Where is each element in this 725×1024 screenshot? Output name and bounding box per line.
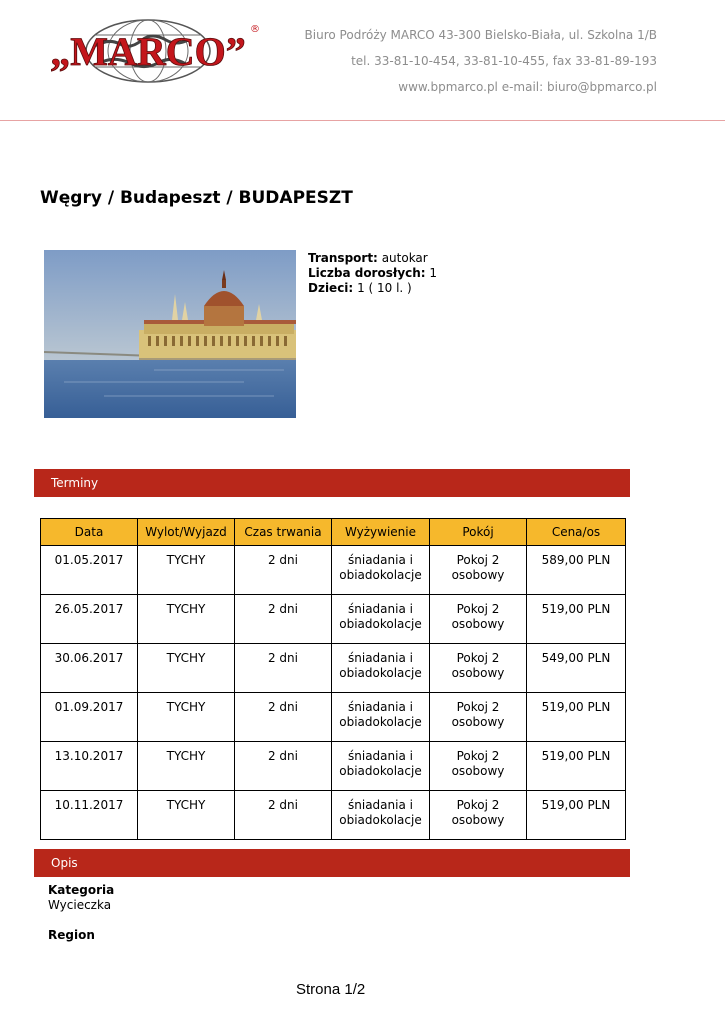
room-cell: Pokoj 2 osobowy — [430, 742, 527, 791]
meals-cell: śniadania i obiadokolacje — [332, 595, 430, 644]
column-header-room: Pokój — [430, 519, 527, 546]
phone-line: tel. 33-81-10-454, 33-81-10-455, fax 33-81-89-193 — [351, 54, 657, 68]
duration-cell: 2 dni — [235, 595, 332, 644]
column-header-duration: Czas trwania — [235, 519, 332, 546]
room-cell: Pokoj 2 osobowy — [430, 693, 527, 742]
departure-cell: TYCHY — [138, 546, 235, 595]
departure-cell: TYCHY — [138, 644, 235, 693]
header-divider — [0, 120, 725, 121]
transport-label: Transport: — [308, 251, 378, 265]
page-number: Strona 1/2 — [296, 981, 366, 998]
meals-cell: śniadania i obiadokolacje — [332, 791, 430, 840]
price-cell: 549,00 PLN — [527, 644, 626, 693]
duration-cell: 2 dni — [235, 742, 332, 791]
price-cell: 519,00 PLN — [527, 693, 626, 742]
children-row — [308, 281, 437, 296]
date-cell: 01.05.2017 — [41, 546, 138, 595]
price-cell: 519,00 PLN — [527, 595, 626, 644]
dates-table — [40, 518, 626, 840]
table-header-row — [41, 519, 626, 546]
duration-cell: 2 dni — [235, 546, 332, 595]
children-label: Dzieci: — [308, 281, 354, 295]
terminy-section-header: Terminy — [34, 469, 630, 497]
room-cell: Pokoj 2 osobowy — [430, 546, 527, 595]
price-cell: 589,00 PLN — [527, 546, 626, 595]
adults-row — [308, 266, 437, 281]
marco-logo — [36, 16, 262, 86]
contact-info — [305, 27, 657, 105]
duration-cell: 2 dni — [235, 791, 332, 840]
departure-cell: TYCHY — [138, 693, 235, 742]
spacer — [48, 913, 114, 928]
date-cell: 30.06.2017 — [41, 644, 138, 693]
date-cell: 01.09.2017 — [41, 693, 138, 742]
column-header-price: Cena/os — [527, 519, 626, 546]
table-row — [41, 742, 626, 791]
table-row — [41, 693, 626, 742]
logo-text: „MARCO” — [50, 29, 246, 74]
date-cell: 13.10.2017 — [41, 742, 138, 791]
table-row — [41, 644, 626, 693]
meals-cell: śniadania i obiadokolacje — [332, 644, 430, 693]
region-label: Region — [48, 928, 95, 942]
column-header-departure: Wylot/Wyjazd — [138, 519, 235, 546]
table-row — [41, 791, 626, 840]
table-row — [41, 546, 626, 595]
meals-cell: śniadania i obiadokolacje — [332, 693, 430, 742]
room-cell: Pokoj 2 osobowy — [430, 644, 527, 693]
page-title: Węgry / Budapeszt / BUDAPESZT — [40, 188, 353, 208]
departure-cell: TYCHY — [138, 742, 235, 791]
room-cell: Pokoj 2 osobowy — [430, 595, 527, 644]
departure-cell: TYCHY — [138, 791, 235, 840]
meals-cell: śniadania i obiadokolacje — [332, 742, 430, 791]
registered-mark: ® — [250, 24, 260, 35]
trip-details — [308, 251, 437, 296]
web-line: www.bpmarco.pl e-mail: biuro@bpmarco.pl — [398, 80, 657, 94]
price-cell: 519,00 PLN — [527, 742, 626, 791]
opis-section-header: Opis — [34, 849, 630, 877]
column-header-date: Data — [41, 519, 138, 546]
adults-label: Liczba dorosłych: — [308, 266, 426, 280]
duration-cell: 2 dni — [235, 693, 332, 742]
children-value: 1 ( 10 l. ) — [357, 281, 412, 295]
date-cell: 26.05.2017 — [41, 595, 138, 644]
description-body — [48, 883, 114, 943]
duration-cell: 2 dni — [235, 644, 332, 693]
category-label: Kategoria — [48, 883, 115, 897]
destination-photo — [44, 250, 296, 418]
address-line: Biuro Podróży MARCO 43-300 Bielsko-Biała, ul. Szkolna 1/B — [304, 28, 657, 42]
transport-row — [308, 251, 437, 266]
date-cell: 10.11.2017 — [41, 791, 138, 840]
adults-value: 1 — [429, 266, 438, 280]
column-header-meals: Wyżywienie — [332, 519, 430, 546]
budapest-parliament-photo-icon — [44, 250, 296, 418]
meals-cell: śniadania i obiadokolacje — [332, 546, 430, 595]
table-row — [41, 595, 626, 644]
globe-logo-icon — [36, 16, 262, 86]
transport-value: autokar — [381, 251, 428, 265]
departure-cell: TYCHY — [138, 595, 235, 644]
category-value: Wycieczka — [48, 898, 112, 912]
room-cell: Pokoj 2 osobowy — [430, 791, 527, 840]
price-cell: 519,00 PLN — [527, 791, 626, 840]
